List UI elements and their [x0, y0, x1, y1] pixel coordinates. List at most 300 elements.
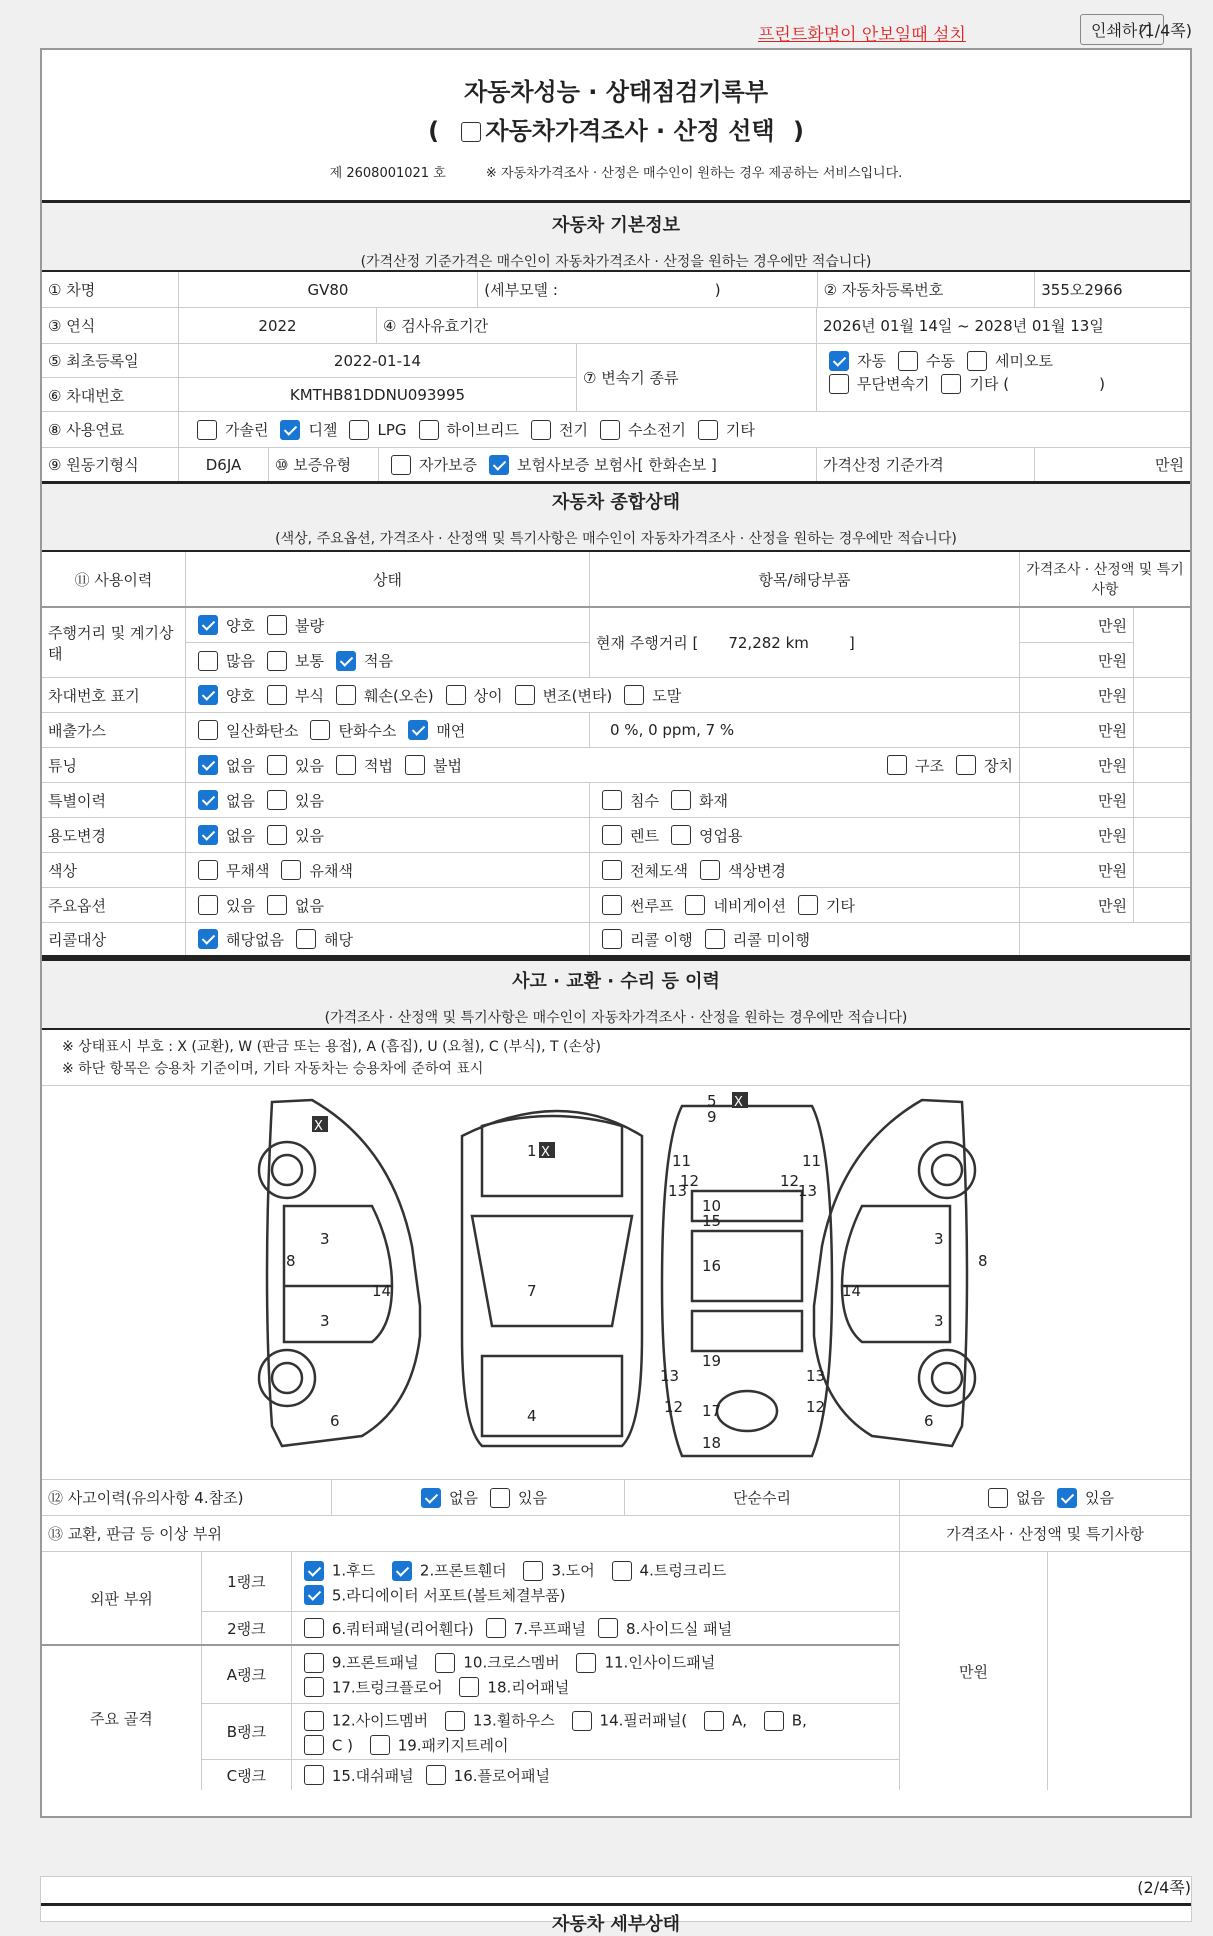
label-15: 15	[702, 1212, 722, 1230]
row-car-name	[42, 272, 1190, 308]
fuel-gasoline-checkbox[interactable]	[197, 420, 217, 440]
doc-note: ※ 자동차가격조사 · 산정은 매수인이 원하는 경우 제공하는 서비스입니다.	[485, 166, 903, 181]
odo-normal-label: 보통	[294, 652, 324, 670]
recall-opt2-checkbox[interactable]	[602, 929, 622, 949]
plate-label: 차대번호 표기	[42, 678, 186, 712]
submodel	[478, 272, 817, 307]
reg-no-value: 355오2966	[1041, 281, 1123, 299]
tune-opt0-checkbox[interactable]	[198, 755, 218, 775]
odo-many-label: 많음	[226, 652, 255, 670]
trans-cvt-label: 무단변속기	[857, 375, 930, 393]
part-side-member-checkbox[interactable]	[304, 1711, 324, 1731]
label-19: 19	[702, 1352, 722, 1370]
engine-label: ⑨ 원동기형식	[42, 448, 179, 481]
inspection-value: 2026년 01월 14일 ~ 2028년 01월 13일	[823, 317, 1104, 335]
recall-opt0-checkbox[interactable]	[198, 929, 218, 949]
gas-opt2-label: 매연	[436, 721, 466, 740]
part-cross-member-checkbox[interactable]	[435, 1653, 455, 1673]
use-opt0-label: 없음	[226, 826, 255, 845]
odo-price	[1020, 608, 1190, 677]
accident-title: 사고 · 교환 · 수리 등 이력	[512, 971, 720, 992]
parts-table	[42, 1552, 1190, 1790]
trans-label: ⑦ 변속기 종류	[577, 344, 817, 411]
trans-etc-label: 기타 (	[969, 375, 1010, 393]
part-front-panel-checkbox[interactable]	[304, 1653, 324, 1673]
label-12-front-right: 12	[780, 1172, 800, 1190]
part-pillar-checkbox[interactable]	[572, 1711, 592, 1731]
doc-title: 자동차성능 · 상태점검기록부	[463, 78, 769, 106]
doc-meta	[42, 162, 1190, 181]
label-5: 5	[707, 1092, 717, 1110]
plate-price: 만원	[1020, 678, 1134, 712]
trans-cvt-checkbox[interactable]	[829, 374, 849, 394]
col-state: 상태	[186, 552, 590, 606]
outer-ranks	[202, 1552, 899, 1644]
part-door-checkbox[interactable]	[523, 1561, 543, 1581]
part-hood-checkbox[interactable]	[304, 1561, 324, 1581]
recall-opt1-checkbox[interactable]	[296, 929, 316, 949]
label-8-right: 8	[978, 1252, 988, 1270]
basic-info-title: 자동차 기본정보	[552, 215, 680, 236]
fuel-hybrid-checkbox[interactable]	[419, 420, 439, 440]
special-opt2-checkbox[interactable]	[602, 790, 622, 810]
rankA-row	[202, 1646, 899, 1704]
gas-opt2-checkbox[interactable]	[408, 720, 428, 740]
recall-price	[1020, 923, 1190, 955]
odo-normal-checkbox[interactable]	[267, 651, 287, 671]
first-reg-label: ⑤ 최초등록일	[42, 344, 179, 377]
rankB-row	[202, 1704, 899, 1760]
odo-many-checkbox[interactable]	[198, 651, 218, 671]
odo-price-1: 만원	[1020, 608, 1134, 643]
row-tune	[42, 748, 1190, 783]
option-items	[590, 888, 1020, 922]
right-rear-wheel	[919, 1350, 975, 1406]
fuel-hydrogen-label: 수소전기	[627, 421, 686, 439]
label-3-right-front: 3	[934, 1230, 944, 1248]
fuel-options	[179, 412, 1190, 447]
recall-label: 리콜대상	[42, 923, 186, 955]
odo-options	[186, 608, 590, 677]
rankA-label: A랭크	[202, 1646, 292, 1703]
part-cross-member-label: 10.크로스멤버	[463, 1653, 560, 1672]
option-opt4-checkbox[interactable]	[798, 895, 818, 915]
label-12-rear-left: 12	[664, 1398, 684, 1416]
special-opt1-label: 있음	[294, 791, 324, 810]
option-opt2-label: 썬루프	[630, 896, 674, 915]
odo-label: 주행거리 및 계기상태	[42, 608, 186, 677]
car-diagram	[42, 1086, 1190, 1480]
label-18: 18	[702, 1434, 722, 1452]
color-options	[186, 853, 590, 887]
special-items	[590, 783, 1020, 817]
paren-close: )	[792, 117, 804, 145]
accident-options	[332, 1480, 625, 1515]
part-inside-panel-label: 11.인사이드패널	[604, 1653, 716, 1672]
part-roof-label: 7.루프패널	[513, 1619, 587, 1638]
special-opt1-checkbox[interactable]	[267, 790, 287, 810]
inspection-label: ④ 검사유효기간	[377, 308, 817, 343]
rank2-label: 2랭크	[202, 1612, 292, 1644]
tune-opt4-checkbox[interactable]	[887, 755, 907, 775]
first-reg-sub	[42, 344, 577, 378]
plate-opt1-label: 부식	[294, 686, 324, 705]
overall-note: (색상, 주요옵션, 가격조사 · 산정액 및 특기사항은 매수인이 자동차가격조사 · 산정을 원하는 경우에만 적습니다)	[275, 531, 957, 547]
use-opt2-label: 렌트	[630, 826, 659, 845]
label-13-rear-left: 13	[660, 1367, 680, 1385]
outer-panel-group	[42, 1552, 899, 1646]
label-14-right: 14	[842, 1282, 862, 1300]
color-opt2-checkbox[interactable]	[602, 860, 622, 880]
fuel-lpg-checkbox[interactable]	[349, 420, 369, 440]
gas-opt0-checkbox[interactable]	[198, 720, 218, 740]
plate-opt4-label: 변조(변타)	[542, 686, 613, 705]
accident-header	[42, 958, 1190, 1030]
label-14-left: 14	[372, 1282, 392, 1300]
car-diagram-svg	[42, 1086, 1190, 1480]
gas-values: 0 %, 0 ppm, 7 %	[590, 713, 1020, 747]
row-year	[42, 308, 1190, 344]
part-trunk-floor-label: 17.트렁크플로어	[331, 1678, 443, 1696]
part-dash-panel-checkbox[interactable]	[304, 1765, 324, 1785]
special-options	[186, 783, 590, 817]
part-pillar-b-label: B,	[791, 1711, 807, 1730]
option-price: 만원	[1020, 888, 1134, 922]
trans-options	[817, 344, 1190, 411]
page-2-preview	[40, 1876, 1192, 1935]
trans-manual-checkbox[interactable]	[898, 351, 918, 371]
recall-opt1-label: 해당	[323, 930, 353, 949]
use-opt2-checkbox[interactable]	[602, 825, 622, 845]
basic-info-note: (가격산정 기준가격은 매수인이 자동차가격조사 · 산정을 원하는 경우에만 적습니다)	[360, 254, 872, 270]
odo-good-checkbox[interactable]	[198, 615, 218, 635]
recall-opt0-label: 해당없음	[226, 930, 284, 949]
row-gas	[42, 713, 1190, 748]
special-price: 만원	[1020, 783, 1134, 817]
parts-price-note	[1048, 1552, 1190, 1790]
label-10: 10	[702, 1197, 722, 1215]
gas-opt0-label: 일산화탄소	[226, 721, 299, 740]
col-item: 항목/해당부품	[590, 552, 1020, 606]
left-rear-wheel	[259, 1350, 315, 1406]
odo-current-value: 72,282 km	[728, 633, 809, 652]
rankC-row	[202, 1760, 899, 1790]
special-opt3-label: 화재	[698, 791, 728, 810]
part-wheel-house-checkbox[interactable]	[445, 1711, 465, 1731]
top-view-body	[462, 1111, 642, 1446]
tune-label: 튜닝	[42, 748, 186, 782]
special-opt0-label: 없음	[226, 791, 255, 810]
simple-no-label: 없음	[1016, 1489, 1045, 1507]
top-bar	[40, 12, 1192, 48]
parts-left	[42, 1552, 900, 1790]
tune-opt4-label: 구조	[915, 756, 945, 775]
submodel-close: )	[714, 280, 721, 299]
right-front-wheel-hub	[932, 1155, 962, 1185]
special-label: 특별이력	[42, 783, 186, 817]
option-opt0-label: 있음	[226, 896, 255, 915]
part-rear-panel-checkbox[interactable]	[459, 1677, 479, 1697]
label-17: 17	[702, 1402, 722, 1420]
warranty-self-label: 자가보증	[419, 456, 477, 474]
label-13-rear-right: 13	[806, 1367, 826, 1385]
row-parts-header	[42, 1516, 1190, 1552]
fuel-etc-checkbox[interactable]	[698, 420, 718, 440]
color-opt0-label: 무채색	[226, 861, 270, 880]
row-plate	[42, 678, 1190, 713]
recall-items	[590, 923, 1020, 955]
fuel-etc-label: 기타	[725, 421, 755, 439]
label-6-left: 6	[330, 1412, 340, 1430]
tune-opt5-checkbox[interactable]	[956, 755, 976, 775]
page-indicator: (1/4쪽)	[1138, 21, 1192, 40]
parts-label: ⑬ 교환, 판금 등 이상 부위	[42, 1516, 900, 1551]
plate-opt3-checkbox[interactable]	[446, 685, 466, 705]
option-opt1-checkbox[interactable]	[267, 895, 287, 915]
row-odometer	[42, 608, 1190, 678]
doc-number: 제 2608001021 호	[329, 166, 446, 181]
label-12-rear-right: 12	[806, 1398, 826, 1416]
trans-auto-label: 자동	[857, 352, 886, 370]
mark-x-radiator-text: X	[734, 1095, 743, 1110]
doc-subtitle-line	[42, 111, 1190, 146]
color-opt0-checkbox[interactable]	[198, 860, 218, 880]
color-opt1-label: 유채색	[309, 861, 353, 880]
part-rear-panel-label: 18.리어패널	[487, 1678, 570, 1696]
left-doors	[284, 1206, 392, 1342]
left-rear-wheel-hub	[272, 1363, 302, 1393]
vin-sub	[42, 378, 577, 412]
overall-title: 자동차 종합상태	[552, 492, 680, 513]
plate-opt0-checkbox[interactable]	[198, 685, 218, 705]
part-hood-label: 1.후드	[331, 1561, 376, 1580]
install-link[interactable]: 프린트화면이 안보일때 설치	[758, 25, 966, 45]
label-16: 16	[702, 1257, 722, 1275]
gas-opt1-label: 탄화수소	[338, 721, 397, 740]
left-front-wheel-hub	[272, 1155, 302, 1185]
plate-opt1-checkbox[interactable]	[267, 685, 287, 705]
row-engine	[42, 448, 1190, 484]
rankB-options	[292, 1704, 807, 1759]
label-3-left-rear: 3	[320, 1312, 330, 1330]
gas-label: 배출가스	[42, 713, 186, 747]
tune-opt0-label: 없음	[226, 756, 255, 775]
odo-bad-checkbox[interactable]	[267, 615, 287, 635]
part-trunk-lid-checkbox[interactable]	[612, 1561, 632, 1581]
price-survey-checkbox[interactable]	[461, 122, 481, 142]
row-accident	[42, 1480, 1190, 1516]
price-base-unit: 만원	[1155, 456, 1184, 474]
fuel-diesel-label: 디젤	[308, 421, 338, 439]
gas-opt1-checkbox[interactable]	[310, 720, 330, 740]
mark-x-left-fender-text: X	[314, 1119, 323, 1134]
plate-opt4-checkbox[interactable]	[515, 685, 535, 705]
recall-options	[186, 923, 590, 955]
row-special	[42, 783, 1190, 818]
doc-subtitle: 자동차가격조사 · 산정 선택	[485, 117, 775, 145]
warranty-ins-label: 보험사보증 보험사[ 한화손보 ]	[516, 456, 717, 474]
use-price: 만원	[1020, 818, 1134, 852]
trans-semi-label: 세미오토	[994, 352, 1053, 370]
part-side-member-label: 12.사이드멤버	[331, 1711, 429, 1730]
part-door-label: 3.도어	[551, 1561, 595, 1580]
label-8-left: 8	[286, 1252, 296, 1270]
submodel-label: (세부모델 :	[484, 281, 558, 299]
accident-no-checkbox[interactable]	[421, 1488, 441, 1508]
odo-few-checkbox[interactable]	[336, 651, 356, 671]
part-floor-panel-checkbox[interactable]	[426, 1765, 446, 1785]
part-pillar-a-checkbox[interactable]	[704, 1711, 724, 1731]
frame-panel	[692, 1311, 802, 1351]
option-options	[186, 888, 590, 922]
right-rear-wheel-hub	[932, 1363, 962, 1393]
use-opt1-label: 있음	[294, 826, 324, 845]
use-options	[186, 818, 590, 852]
use-label: 용도변경	[42, 818, 186, 852]
left-front-wheel	[259, 1142, 315, 1198]
part-package-tray-label: 19.패키지트레이	[397, 1736, 509, 1754]
label-4: 4	[527, 1407, 537, 1425]
fuel-lpg-label: LPG	[377, 420, 407, 439]
part-radiator-support-checkbox[interactable]	[304, 1585, 324, 1605]
right-side-body	[814, 1100, 967, 1446]
option-opt4-label: 기타	[825, 896, 855, 915]
special-opt2-label: 침수	[630, 791, 659, 810]
odo-few-label: 적음	[363, 652, 393, 670]
row-recall	[42, 923, 1190, 958]
odo-bad-label: 불량	[294, 616, 324, 635]
tune-opt3-checkbox[interactable]	[405, 755, 425, 775]
fuel-gasoline-label: 가솔린	[225, 421, 269, 439]
right-front-wheel	[919, 1142, 975, 1198]
label-13-front-right: 13	[798, 1182, 818, 1200]
color-opt1-checkbox[interactable]	[281, 860, 301, 880]
part-front-fender-checkbox[interactable]	[392, 1561, 412, 1581]
warranty-ins-checkbox[interactable]	[489, 455, 509, 475]
overall-rows	[42, 678, 1190, 958]
print-button[interactable]: 인쇄하기	[1080, 14, 1164, 45]
tune-opt2-checkbox[interactable]	[336, 755, 356, 775]
tune-opt2-label: 적법	[363, 756, 393, 775]
plate-opt5-label: 도말	[652, 686, 682, 705]
parts-price-unit: 만원	[900, 1552, 1048, 1790]
frame-label: 주요 골격	[42, 1646, 202, 1790]
part-inside-panel-checkbox[interactable]	[576, 1653, 596, 1673]
trans-semi-checkbox[interactable]	[967, 351, 987, 371]
use-opt1-checkbox[interactable]	[267, 825, 287, 845]
label-11-left: 11	[672, 1152, 692, 1170]
rankC-label: C랭크	[202, 1760, 292, 1790]
tune-opt1-checkbox[interactable]	[267, 755, 287, 775]
simple-yes-label: 있음	[1085, 1489, 1114, 1507]
fuel-hydrogen-checkbox[interactable]	[600, 420, 620, 440]
car-name-label: ① 차명	[42, 272, 179, 307]
odo-current	[590, 608, 1020, 677]
fuel-hybrid-label: 하이브리드	[446, 421, 519, 439]
accident-yes-checkbox[interactable]	[490, 1488, 510, 1508]
page-2-title: 자동차 세부상태	[41, 1903, 1191, 1936]
vin-label: ⑥ 차대번호	[42, 378, 179, 412]
part-side-sill-checkbox[interactable]	[598, 1618, 618, 1638]
color-opt3-checkbox[interactable]	[700, 860, 720, 880]
recall-opt3-checkbox[interactable]	[705, 929, 725, 949]
use-opt3-checkbox[interactable]	[671, 825, 691, 845]
engine-value: D6JA	[179, 448, 269, 481]
odo-price-2: 만원	[1020, 643, 1134, 678]
warranty-self-checkbox[interactable]	[391, 455, 411, 475]
accident-yes-label: 있음	[518, 1489, 547, 1507]
use-opt0-checkbox[interactable]	[198, 825, 218, 845]
trans-etc-close: )	[1099, 374, 1105, 393]
special-opt0-checkbox[interactable]	[198, 790, 218, 810]
part-package-tray-checkbox[interactable]	[370, 1735, 390, 1755]
label-9: 9	[707, 1108, 717, 1126]
plate-opt2-label: 훼손(오손)	[363, 686, 434, 705]
plate-opt0-label: 양호	[226, 686, 255, 705]
overall-col-header	[42, 552, 1190, 608]
row-fuel	[42, 412, 1190, 448]
option-opt3-checkbox[interactable]	[685, 895, 705, 915]
rank2-row	[202, 1612, 899, 1644]
fuel-diesel-checkbox[interactable]	[280, 420, 300, 440]
trans-auto-checkbox[interactable]	[829, 351, 849, 371]
part-pillar-b-checkbox[interactable]	[764, 1711, 784, 1731]
paren-open: (	[428, 117, 440, 145]
part-front-fender-label: 2.프론트휀더	[419, 1561, 507, 1580]
row-option	[42, 888, 1190, 923]
reg-no-label: ② 자동차등록번호	[818, 272, 1036, 307]
warranty-label: ⑩ 보증유형	[269, 448, 379, 481]
rankA-options	[292, 1646, 715, 1703]
part-front-panel-label: 9.프론트패널	[331, 1653, 419, 1672]
part-pillar-c-checkbox[interactable]	[304, 1735, 324, 1755]
frame-ranks	[202, 1646, 899, 1790]
option-opt1-label: 없음	[294, 896, 324, 915]
outer-panel-label: 외판 부위	[42, 1552, 202, 1644]
doc-header	[42, 50, 1190, 200]
option-opt0-checkbox[interactable]	[198, 895, 218, 915]
frame-group	[42, 1646, 899, 1790]
fuel-ev-checkbox[interactable]	[531, 420, 551, 440]
part-quarter-checkbox[interactable]	[304, 1618, 324, 1638]
simple-repair-label: 단순수리	[625, 1480, 900, 1515]
first-reg-left	[42, 344, 577, 411]
color-opt3-label: 색상변경	[727, 861, 786, 880]
top-roof	[472, 1216, 632, 1326]
color-opt2-label: 전체도색	[630, 861, 688, 880]
plate-opt2-checkbox[interactable]	[336, 685, 356, 705]
label-12-front-left: 12	[680, 1172, 700, 1190]
simple-yes-checkbox[interactable]	[1057, 1488, 1077, 1508]
tune-opt5-label: 장치	[984, 756, 1013, 775]
part-trunk-lid-label: 4.트렁크리드	[639, 1561, 727, 1580]
legend	[42, 1030, 1190, 1086]
part-roof-checkbox[interactable]	[486, 1618, 506, 1638]
simple-no-checkbox[interactable]	[988, 1488, 1008, 1508]
option-opt2-checkbox[interactable]	[602, 895, 622, 915]
trans-etc-checkbox[interactable]	[941, 374, 961, 394]
plate-opt5-checkbox[interactable]	[624, 685, 644, 705]
year-value: 2022	[179, 308, 377, 343]
part-trunk-floor-checkbox[interactable]	[304, 1677, 324, 1697]
legend-symbols: ※ 상태표시 부호 : X (교환), W (판금 또는 용접), A (흠집), U (요철), C (부식), T (손상)	[62, 1039, 602, 1055]
odo-current-close: ]	[848, 633, 855, 652]
color-price: 만원	[1020, 853, 1134, 887]
warranty-options	[379, 448, 817, 481]
left-side-body	[267, 1100, 420, 1446]
mark-x-hood-text: X	[541, 1145, 550, 1160]
special-opt3-checkbox[interactable]	[671, 790, 691, 810]
